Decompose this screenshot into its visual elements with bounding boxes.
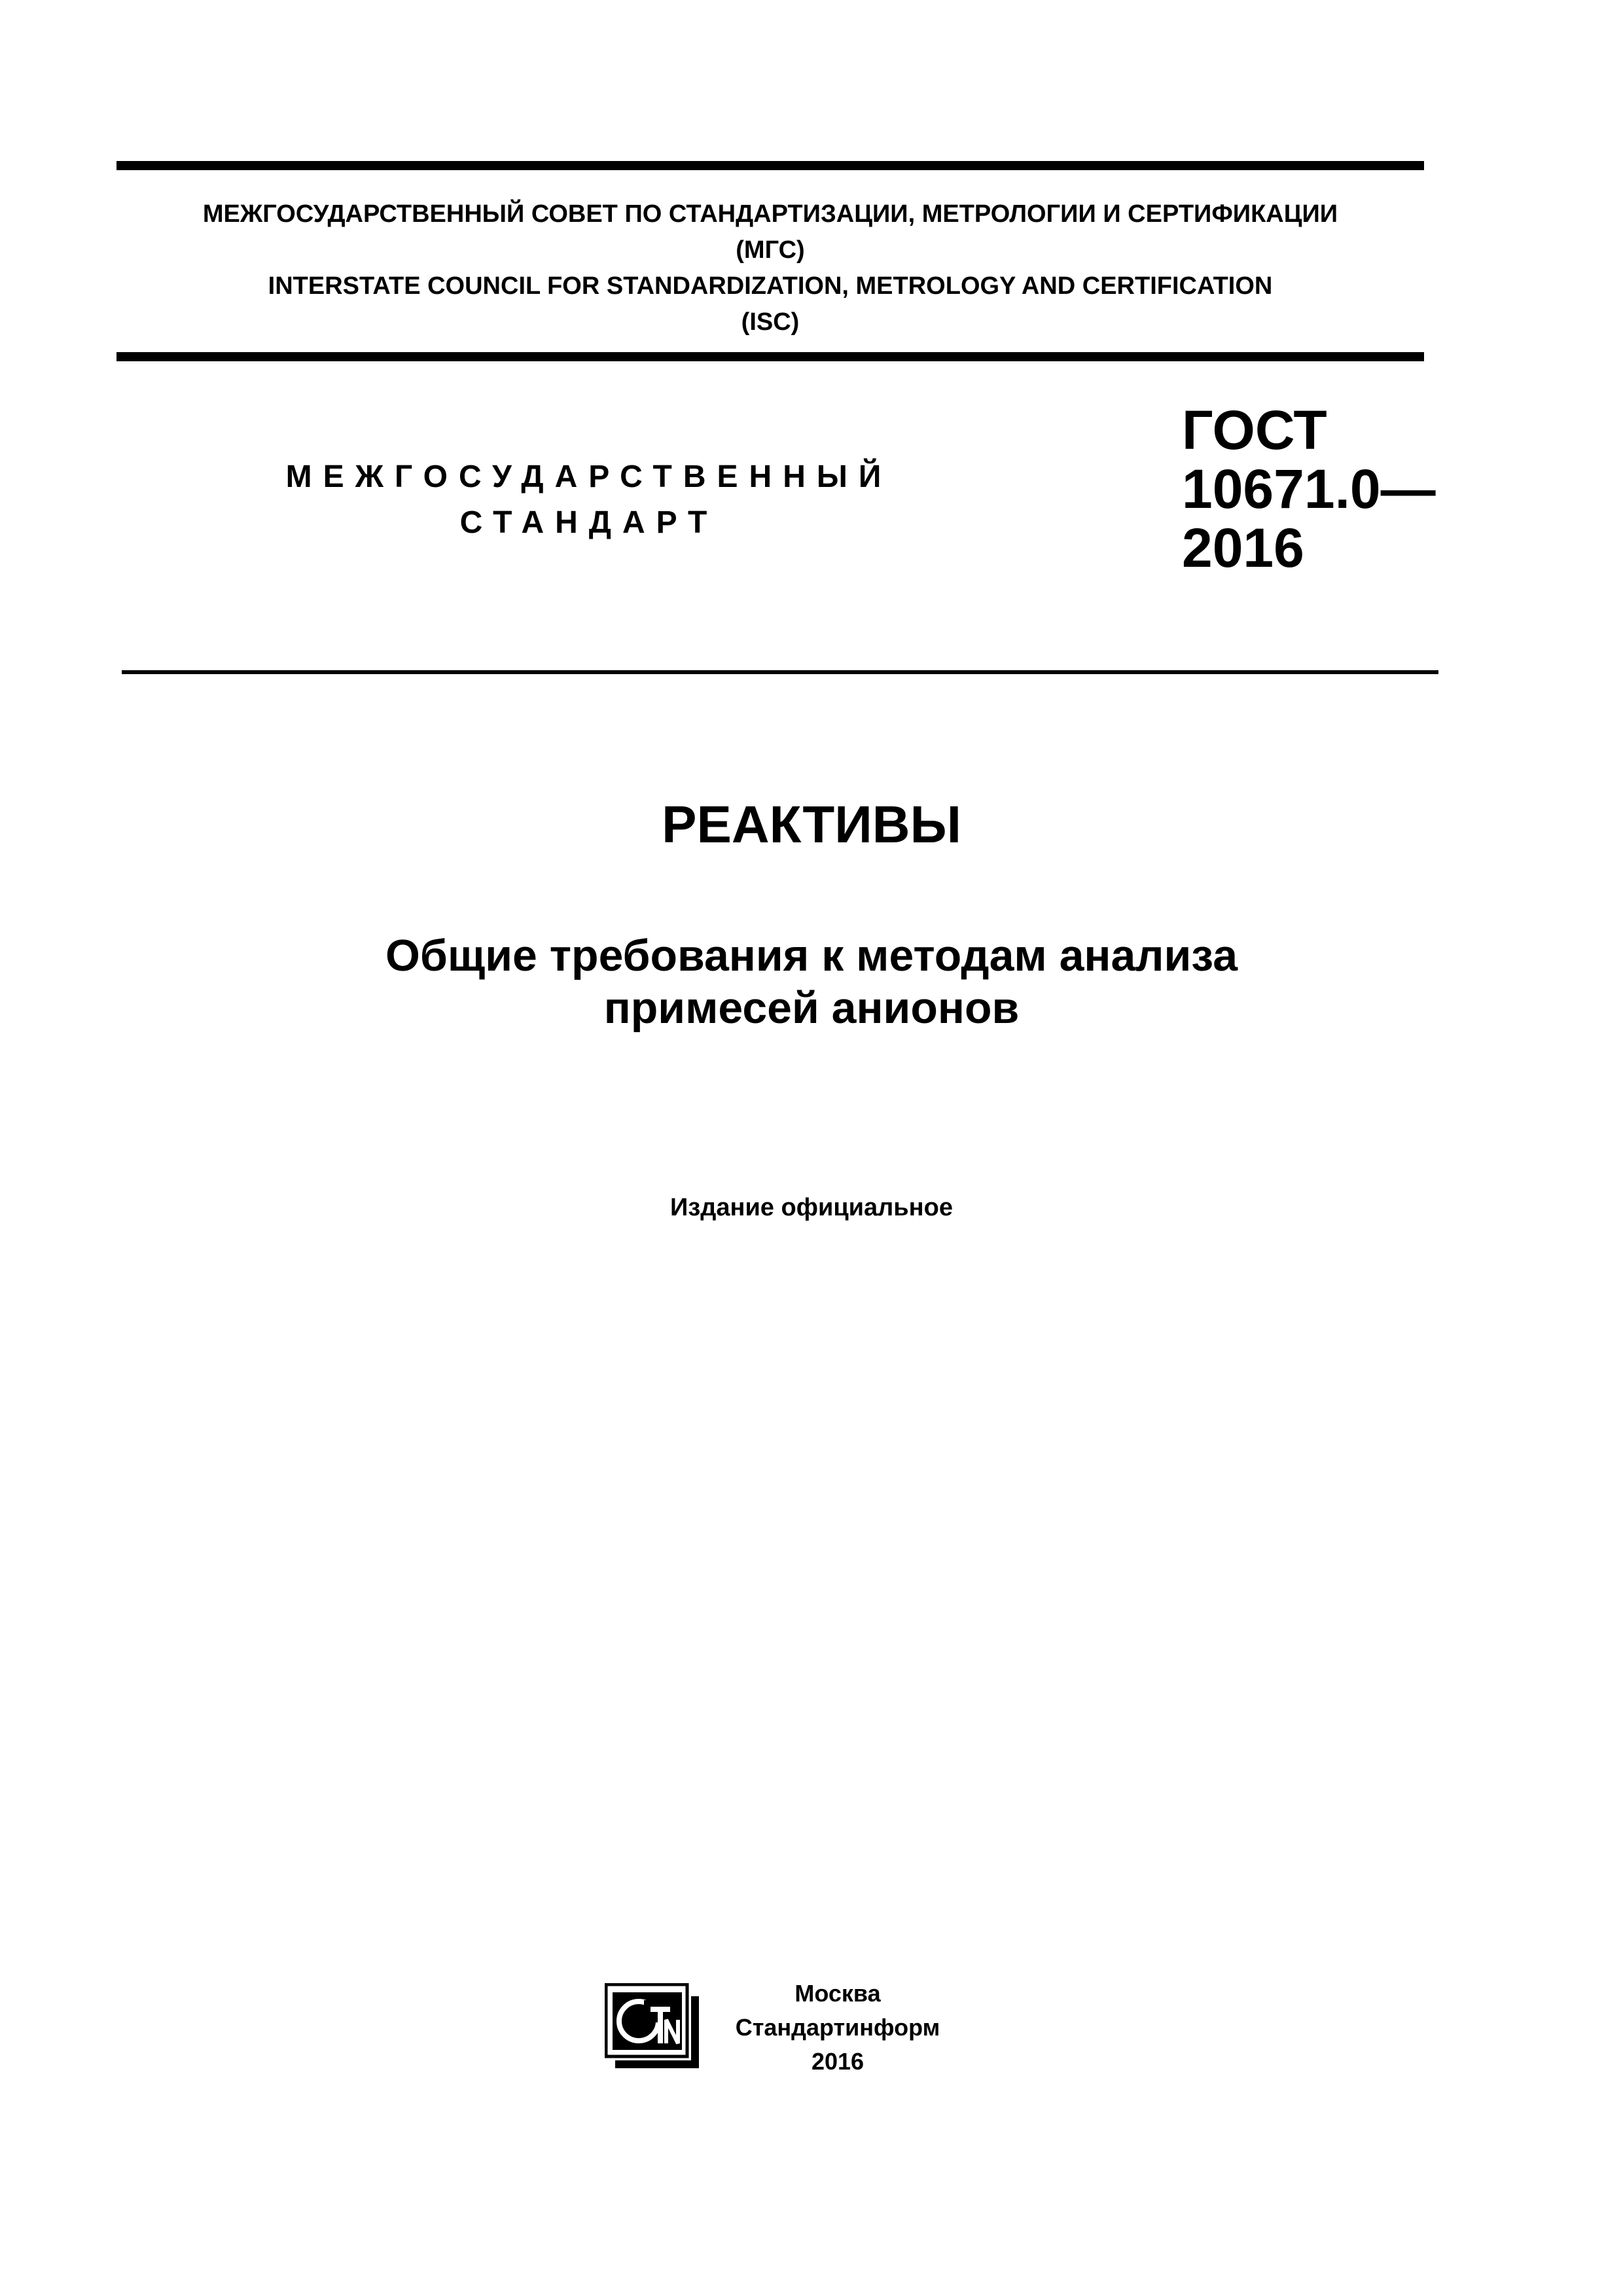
publisher-name: Стандартинформ: [735, 2014, 940, 2041]
standard-designation: [1182, 401, 1444, 577]
edition-label: Издание официальное: [670, 1194, 953, 1221]
document-subtitle: [0, 929, 1623, 1034]
standard-type-line1: МЕЖГОСУДАРСТВЕННЫЙ: [285, 459, 893, 494]
standard-type: [242, 454, 936, 546]
publisher-city: Москва: [794, 1980, 881, 2007]
lower-rule: [122, 670, 1438, 674]
council-name-en: INTERSTATE COUNCIL FOR STANDARDIZATION, METROLOGY AND CERTIFICATION: [268, 272, 1273, 300]
publisher-block: [707, 1977, 969, 2079]
designation-number: 10671.0—: [1182, 458, 1436, 520]
council-abbr-ru: (МГС): [736, 236, 805, 264]
middle-rule: [116, 352, 1424, 361]
subtitle-line1: Общие требования к методам анализа: [385, 931, 1238, 980]
document-title: РЕАКТИВЫ: [662, 795, 961, 853]
council-name-ru: МЕЖГОСУДАРСТВЕННЫЙ СОВЕТ ПО СТАНДАРТИЗАЦИИ, МЕТРОЛОГИИ И СЕРТИФИКАЦИИ: [202, 200, 1338, 228]
designation-year: 2016: [1182, 517, 1304, 579]
standartinform-logo-icon: [605, 1983, 700, 2071]
council-abbr-en: (ISC): [741, 308, 800, 336]
subtitle-line2: примесей анионов: [603, 983, 1020, 1033]
standard-type-line2: СТАНДАРТ: [459, 505, 719, 540]
top-rule: [116, 161, 1424, 170]
publisher-year: 2016: [811, 2048, 865, 2075]
designation-prefix: ГОСТ: [1182, 399, 1327, 461]
council-header: [116, 196, 1424, 340]
